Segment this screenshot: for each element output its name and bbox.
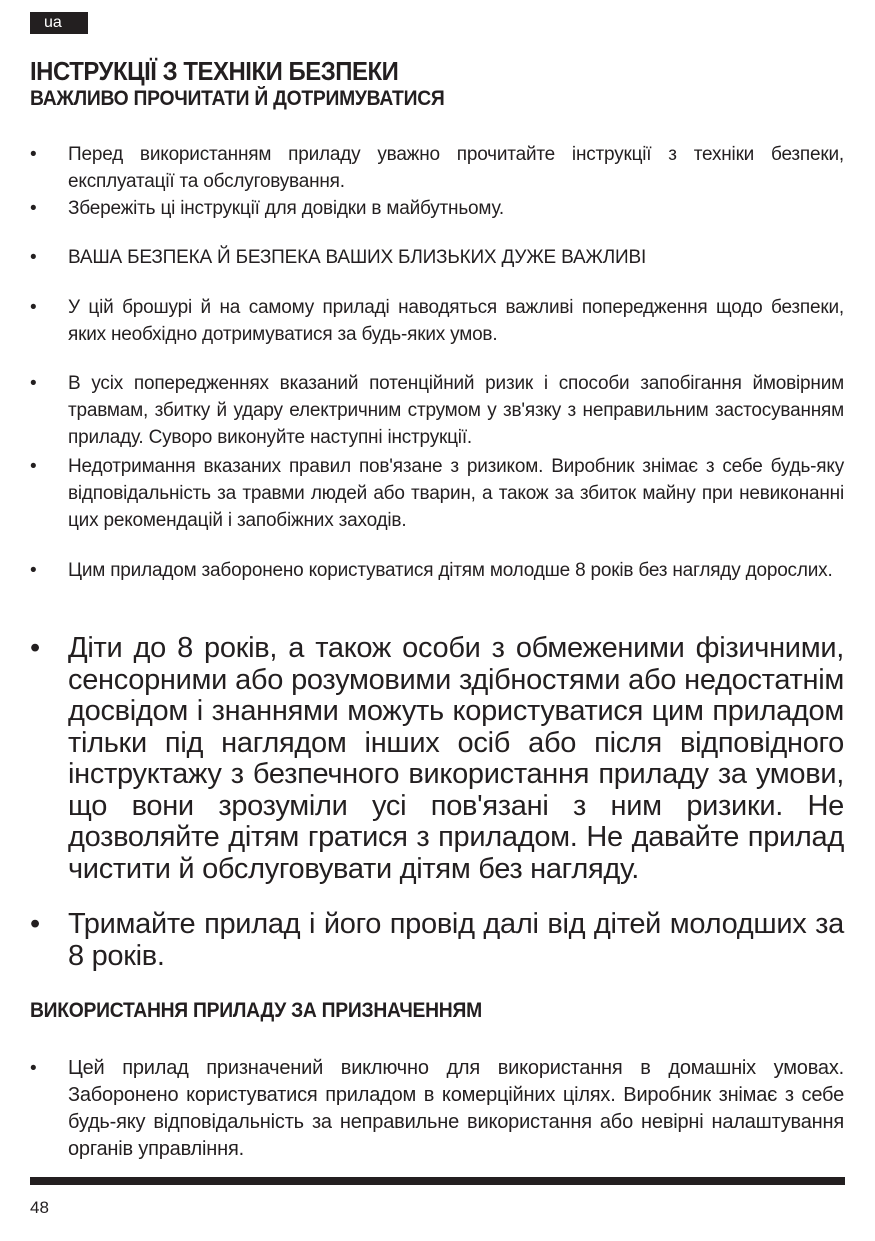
language-badge: ua — [30, 12, 88, 34]
list-item — [30, 909, 844, 972]
bullet: • — [30, 1058, 37, 1079]
list-item-text: Перед використанням приладу уважно прочитайте інструкції з техніки безпеки, експлуатації та обслуговування. — [68, 144, 844, 192]
list-item-text: Цей прилад призначений виключно для використання в домашніх умовах. Заборонено користуватися приладом в комерційних цілях. Виробник знімає з себе будь-яку відповідальність за неправильне використання або невірні налаштування органів управління. — [68, 1057, 844, 1160]
list-item — [30, 294, 844, 348]
list-item-text: Тримайте прилад і його провід далі від дітей молодших за 8 років. — [68, 908, 844, 972]
bullet: • — [30, 908, 40, 940]
list-item — [30, 1055, 844, 1163]
list-item-text: ВАША БЕЗПЕКА Й БЕЗПЕКА ВАШИХ БЛИЗЬКИХ ДУЖЕ ВАЖЛИВІ — [68, 247, 647, 268]
list-item-text: Недотримання вказаних правил пов'язане з ризиком. Виробник знімає з себе будь-яку відповідальність за травми людей або тварин, а також за збиток майну при невиконанні цих рекомендацій і запобіжних заходів. — [68, 456, 844, 531]
list-item — [30, 244, 844, 271]
bullet: • — [30, 632, 40, 664]
list-item-text: В усіх попередженнях вказаний потенційний ризик і способи запобігання ймовірним травмам, збитку й удару електричним струмом у зв'язку з неправильним застосуванням приладу. Суворо виконуйте наступні інструкції. — [68, 373, 844, 448]
bullet: • — [30, 198, 37, 219]
bullet: • — [30, 247, 37, 268]
list-item — [30, 195, 844, 222]
list-item-text: Цим приладом заборонено користуватися дітям молодше 8 років без нагляду дорослих. — [68, 560, 833, 581]
bullet: • — [30, 456, 37, 477]
list-item — [30, 633, 844, 885]
bullet: • — [30, 144, 37, 165]
page-number: 48 — [30, 1198, 49, 1217]
bullet: • — [30, 560, 37, 581]
list-item — [30, 370, 844, 451]
page-title: ІНСТРУКЦІЇ З ТЕХНІКИ БЕЗПЕКИ — [30, 56, 399, 86]
section-heading: ВИКОРИСТАННЯ ПРИЛАДУ ЗА ПРИЗНАЧЕННЯМ — [30, 999, 482, 1022]
list-item-text: Збережіть ці інструкції для довідки в майбутньому. — [68, 198, 504, 219]
list-item — [30, 141, 844, 195]
bullet: • — [30, 373, 37, 394]
page-subtitle: ВАЖЛИВО ПРОЧИТАТИ Й ДОТРИМУВАТИСЯ — [30, 87, 445, 110]
list-item-text: Діти до 8 років, а також особи з обмеженими фізичними, сенсорними або розумовими здібностями або недостатнім досвідом і знаннями можуть користуватися цим приладом тільки під наглядом інших осіб або після відповідного інструктажу з безпечного використання приладу за умови, що вони зрозуміли усі пов'язані з ним ризики. Не дозволяйте дітям гратися з приладом. Не давайте прилад чистити й обслуговувати дітям без нагляду. — [68, 632, 844, 885]
bottom-rule — [30, 1177, 845, 1185]
list-item — [30, 453, 844, 534]
list-item — [30, 557, 844, 584]
bullet: • — [30, 297, 37, 318]
list-item-text: У цій брошурі й на самому приладі наводяться важливі попередження щодо безпеки, яких необхідно дотримуватися за будь-яких умов. — [68, 297, 844, 345]
